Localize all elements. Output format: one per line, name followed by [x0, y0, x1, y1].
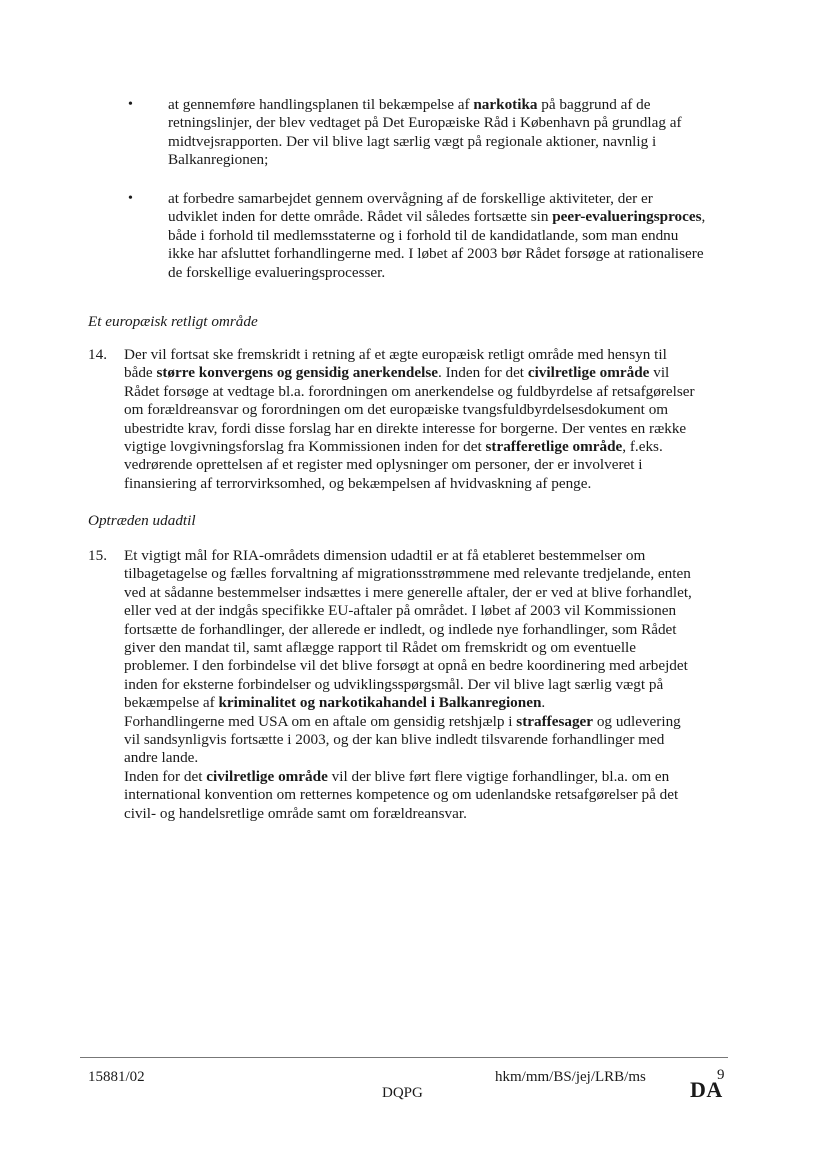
- text-segment: eller ved at der indgås specifikke EU-aftaler på området. I løbet af 2003 vil Kommissionen: [124, 602, 677, 620]
- text-line: [124, 584, 736, 602]
- text-segment: vil der blive ført flere vigtige forhandlinger, bl.a. om en: [327, 767, 670, 785]
- text-line: [168, 96, 748, 114]
- text-segment: vil sandsynligvis fortsætte i 2003, og der kan blive indledt tilsvarende forhandlinger med: [124, 731, 665, 749]
- text-line: [124, 749, 736, 767]
- text-line: [124, 383, 736, 401]
- text-segment: både: [124, 364, 157, 382]
- text-segment: og udlevering: [593, 712, 681, 730]
- text-segment: vil: [649, 364, 670, 382]
- text-segment: ved at sådanne bestemmelser indsættes i mere generelle aftaler, der er ved at blive forhandlet,: [124, 583, 692, 601]
- text-segment: på baggrund af de: [537, 96, 651, 113]
- paragraph-text: [124, 346, 736, 493]
- section-heading-optraeden-udadtil: Optræden udadtil: [88, 512, 196, 529]
- text-line: [124, 602, 736, 620]
- text-segment: både i forhold til medlemsstaterne og i forhold til de kandidatlande, som man endnu: [168, 226, 679, 244]
- text-line: [124, 364, 736, 382]
- text-segment: ,: [701, 208, 706, 226]
- text-segment: . Inden for det: [438, 364, 528, 382]
- text-segment: om forældreansvar og forordningen om det europæiske tvangsfuldbyrdelsesdokument om: [124, 401, 669, 419]
- page-number: 9: [717, 1067, 725, 1083]
- text-line: [124, 676, 736, 694]
- department-code: DQPG: [382, 1085, 423, 1101]
- text-line: [124, 786, 736, 804]
- text-line: [124, 401, 736, 419]
- text-line: [168, 151, 748, 169]
- text-line: [124, 639, 736, 657]
- text-segment: Inden for det: [124, 767, 207, 785]
- bold-text: civilretlige område: [206, 767, 328, 785]
- bullet-dot: •: [128, 97, 133, 112]
- paragraph-text: [124, 547, 736, 823]
- text-segment: vigtige lovgivningsforslag fra Kommissionen inden for det: [124, 438, 486, 456]
- text-line: [168, 133, 748, 151]
- text-segment: tilbagetagelse og fælles forvaltning af migrationsstrømmene med relevante tredjelande, enten: [124, 565, 691, 583]
- text-segment: fortsætte de forhandlinger, der allerede er indledt, og indlede nye forhandlinger, som Rådet: [124, 620, 677, 638]
- bold-text: kriminalitet og narkotikahandel i Balkanregionen: [218, 694, 542, 712]
- text-segment: .: [541, 694, 546, 712]
- text-segment: midtvejsrapporten. Der vil blive lagt særlig vægt på regionale aktioner, navnlig i: [168, 132, 657, 150]
- text-segment: vedrørende oprettelsen af et register med oplysninger om personer, der er involveret i: [124, 456, 643, 474]
- text-line: [124, 621, 736, 639]
- text-line: [124, 475, 736, 493]
- text-line: [168, 264, 748, 282]
- section-heading-retligt-omraade: Et europæisk retligt område: [88, 313, 258, 330]
- language-code: DA: [690, 1077, 723, 1102]
- text-segment: inden for eksterne forbindelser og udviklingsspørgsmål. Der vil blive lagt særlig vægt på: [124, 675, 664, 693]
- bold-text: straffesager: [516, 712, 594, 730]
- text-segment: finansiering af terrorvirksomhed, og bekæmpelsen af hvidvaskning af penge.: [124, 474, 592, 492]
- bold-text: narkotika: [473, 96, 538, 113]
- text-segment: ubestridte krav, fordi disse forslag har en direkte interesse for borgerne. Der ventes en række: [124, 419, 687, 437]
- text-segment: Rådet forsøge at vedtage bl.a. forordningen om anerkendelse og fuldbyrdelse af retsafgørelser: [124, 382, 695, 400]
- paragraph-number: 15.: [88, 547, 107, 564]
- text-segment: at forbedre samarbejdet gennem overvågning af de forskellige aktiviteter, der er: [168, 190, 653, 207]
- text-segment: udviklet inden for dette område. Rådet vil således fortsætte sin: [168, 208, 553, 226]
- bold-text: civilretlige område: [527, 364, 650, 382]
- bold-text: peer-evalueringsproces: [552, 208, 702, 226]
- author-initials: hkm/mm/BS/jej/LRB/ms: [495, 1069, 646, 1085]
- text-segment: giver den mandat til, samt aflægge rapport til Rådet om fremskridt og om eventuelle: [124, 639, 637, 657]
- text-line: [124, 768, 736, 786]
- text-line: [124, 346, 736, 364]
- document-reference: 15881/02: [88, 1069, 145, 1085]
- bullet-text: [168, 96, 748, 170]
- text-segment: ikke har afsluttet forhandlingerne med. I løbet af 2003 bør Rådet forsøge at rationalisere: [168, 245, 704, 263]
- text-line: [168, 190, 748, 208]
- text-line: [124, 547, 736, 565]
- paragraph-number: 14.: [88, 346, 107, 363]
- text-segment: de forskellige evalueringsprocesser.: [168, 263, 386, 281]
- text-line: [168, 227, 748, 245]
- text-segment: retningslinjer, der blev vedtaget på Det Europæiske Råd i København på grundlag af: [168, 114, 682, 132]
- text-line: [124, 805, 736, 823]
- text-segment: Der vil fortsat ske fremskridt i retning af et ægte europæisk retligt område med hensyn til: [124, 346, 667, 363]
- text-line: [124, 456, 736, 474]
- text-segment: Forhandlingerne med USA om en aftale om gensidig retshjælp i: [124, 712, 517, 730]
- text-segment: problemer. I den forbindelse vil det blive forsøgt at opnå en bedre koordinering med arbejdet: [124, 657, 688, 675]
- text-line: [168, 208, 748, 226]
- text-segment: international konvention om retternes kompetence og om udenlandske retsafgørelser på det: [124, 786, 679, 804]
- text-segment: Balkanregionen;: [168, 151, 269, 169]
- text-segment: civil- og handelsretlige område samt om forældreansvar.: [124, 804, 467, 822]
- bullet-text: [168, 190, 748, 282]
- text-line: [124, 731, 736, 749]
- text-line: [124, 713, 736, 731]
- bold-text: strafferetlige område: [485, 438, 623, 456]
- bullet-dot: •: [128, 191, 133, 206]
- text-line: [124, 657, 736, 675]
- footer-divider: [80, 1057, 728, 1058]
- bold-text: større konvergens og gensidig anerkendelse: [156, 364, 438, 382]
- text-line: [124, 420, 736, 438]
- text-segment: Et vigtigt mål for RIA-områdets dimension udadtil er at få etableret bestemmelser om: [124, 547, 646, 564]
- text-segment: , f.eks.: [622, 438, 663, 456]
- text-line: [124, 438, 736, 456]
- text-segment: at gennemføre handlingsplanen til bekæmpelse af: [168, 96, 474, 113]
- text-segment: andre lande.: [124, 749, 199, 767]
- text-line: [168, 245, 748, 263]
- text-line: [168, 114, 748, 132]
- text-segment: bekæmpelse af: [124, 694, 219, 712]
- text-line: [124, 565, 736, 583]
- text-line: [124, 694, 736, 712]
